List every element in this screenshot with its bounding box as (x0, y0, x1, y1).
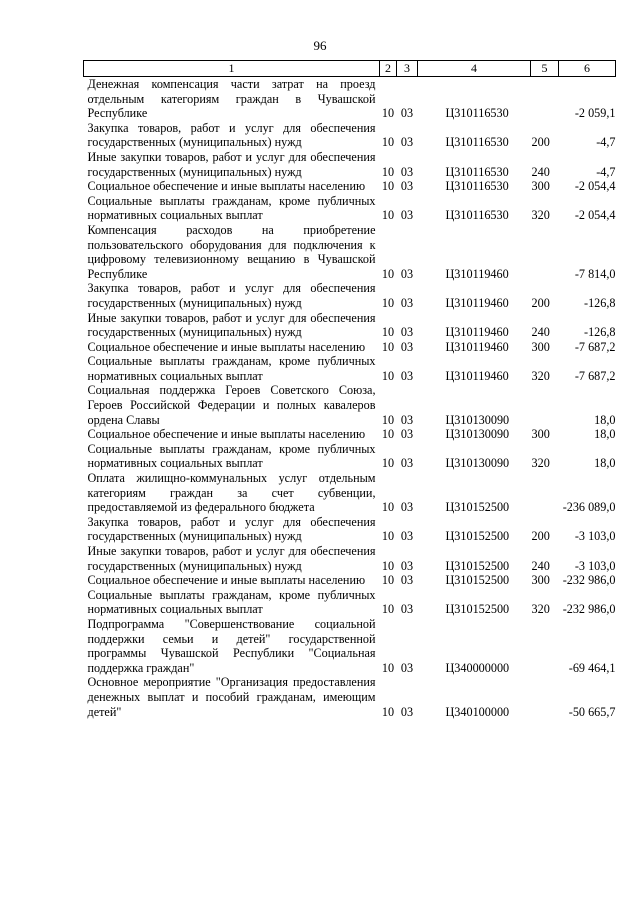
row-podrazdel: 03 (400, 295, 414, 310)
row-podrazdel: 03 (400, 558, 414, 573)
row-target-code: Ц340100000 (445, 704, 510, 719)
row-amount: -232 986,0 (562, 602, 616, 617)
row-expense-type (531, 675, 559, 719)
row-target-code: Ц310152500 (445, 573, 510, 588)
row-target-code: Ц310152500 (445, 500, 510, 515)
row-name: Иные закупки товаров, работ и услуг для обеспечения государственных (муниципальных) нужд (87, 149, 376, 179)
row-name: Социальные выплаты гражданам, кроме публичных нормативных социальных выплат (87, 587, 376, 617)
row-name: Социальные выплаты гражданам, кроме публичных нормативных социальных выплат (87, 441, 376, 471)
row-expense-type: 320 (531, 456, 550, 471)
row-name: Закупка товаров, работ и услуг для обеспечения государственных (муниципальных) нужд (87, 514, 376, 544)
row-expense-type: 200 (531, 529, 550, 544)
row-razdel: 10 (381, 179, 395, 194)
row-razdel: 10 (381, 368, 395, 383)
row-target-code: Ц310152500 (445, 529, 510, 544)
row-name: Закупка товаров, работ и услуг для обеспечения государственных (муниципальных) нужд (87, 281, 376, 310)
row-expense-type: 200 (531, 295, 550, 310)
row-name: Социальное обеспечение и иные выплаты населению (87, 179, 366, 194)
row-podrazdel: 03 (400, 179, 414, 194)
row-razdel: 10 (381, 602, 395, 617)
header-cell-podrazdel: 3 (397, 61, 418, 77)
row-target-code: Ц310152500 (445, 602, 510, 617)
row-amount: -7 687,2 (574, 368, 616, 383)
row-razdel: 10 (381, 106, 395, 121)
row-podrazdel: 03 (400, 368, 414, 383)
row-name: Социальное обеспечение и иные выплаты населению (87, 427, 366, 442)
row-name: Социальная поддержка Героев Советского Союза, Героев Российской Федерации и полных кавалеров ордена Славы (87, 383, 376, 427)
row-name: Компенсация расходов на приобретение пользовательского оборудования для подключения к цифровому телевизионному вещанию в Чувашской Республике (87, 222, 376, 281)
row-name: Оплата жилищно-коммунальных услуг отдельным категориям граждан за счет субвенции, предоставляемой из федерального бюджета (87, 471, 376, 515)
row-target-code: Ц310116530 (445, 179, 509, 194)
row-target-code: Ц310130090 (445, 412, 510, 427)
row-target-code: Ц310119460 (445, 325, 509, 340)
row-expense-type (531, 77, 559, 121)
row-expense-type: 240 (531, 325, 550, 340)
table-row (84, 573, 616, 588)
row-razdel: 10 (381, 704, 395, 719)
row-expense-type: 300 (531, 573, 550, 588)
row-expense-type: 320 (531, 602, 550, 617)
table-row (84, 442, 616, 471)
row-podrazdel: 03 (400, 602, 414, 617)
row-podrazdel: 03 (400, 529, 414, 544)
row-expense-type (531, 471, 559, 515)
row-target-code: Ц310130090 (445, 456, 510, 471)
row-target-code: Ц310119460 (445, 339, 509, 354)
table-row (84, 588, 616, 617)
table-row (84, 340, 616, 355)
row-razdel: 10 (381, 266, 395, 281)
header-cell-razdel: 2 (380, 61, 397, 77)
row-target-code: Ц310119460 (445, 295, 509, 310)
row-razdel: 10 (381, 558, 395, 573)
row-name: Иные закупки товаров, работ и услуг для обеспечения государственных (муниципальных) нужд (87, 310, 376, 340)
row-amount: 18,0 (594, 456, 616, 471)
table-row (84, 194, 616, 223)
header-cell-amount: 6 (559, 61, 616, 77)
row-name: Социальное обеспечение и иные выплаты населению (87, 573, 366, 588)
row-podrazdel: 03 (400, 500, 414, 515)
row-razdel: 10 (381, 135, 395, 150)
row-expense-type: 300 (531, 179, 550, 194)
page-number: 96 (313, 38, 327, 53)
budget-table (83, 60, 616, 719)
row-podrazdel: 03 (400, 266, 414, 281)
row-razdel: 10 (381, 208, 395, 223)
table-row (84, 617, 616, 675)
row-amount: -236 089,0 (562, 500, 616, 515)
row-target-code: Ц310116530 (445, 135, 509, 150)
row-amount: 18,0 (594, 427, 616, 442)
row-podrazdel: 03 (400, 325, 414, 340)
row-razdel: 10 (381, 573, 395, 588)
row-expense-type: 240 (531, 558, 550, 573)
row-amount: -69 464,1 (568, 660, 616, 675)
table-row (84, 675, 616, 719)
row-amount: -126,8 (584, 295, 616, 310)
row-expense-type: 320 (531, 208, 550, 223)
row-name: Закупка товаров, работ и услуг для обеспечения государственных (муниципальных) нужд (87, 120, 376, 150)
row-podrazdel: 03 (400, 339, 414, 354)
row-target-code: Ц340000000 (445, 660, 510, 675)
row-amount: -2 054,4 (574, 208, 616, 223)
row-name: Социальное обеспечение и иные выплаты населению (87, 339, 366, 354)
row-razdel: 10 (381, 500, 395, 515)
table-row (84, 427, 616, 442)
row-expense-type (531, 223, 559, 281)
row-podrazdel: 03 (400, 164, 414, 179)
table-row (84, 150, 616, 179)
row-expense-type (531, 617, 559, 675)
row-expense-type: 320 (531, 368, 550, 383)
row-podrazdel: 03 (400, 456, 414, 471)
table-row (84, 311, 616, 340)
row-razdel: 10 (381, 427, 395, 442)
row-name: Подпрограмма "Совершенствование социальной поддержки семьи и детей" государственной программы Чувашской Республики "Социальная поддержка граждан" (87, 616, 376, 675)
table-row (84, 121, 616, 150)
row-amount: -2 054,4 (574, 179, 616, 194)
row-name: Основное мероприятие "Организация предоставления денежных выплат и пособий гражданам, имеющим детей" (87, 675, 376, 719)
table-row (84, 471, 616, 515)
row-podrazdel: 03 (400, 106, 414, 121)
row-target-code: Ц310130090 (445, 427, 510, 442)
row-target-code: Ц310152500 (445, 558, 510, 573)
table-row (84, 515, 616, 544)
row-expense-type: 300 (531, 427, 550, 442)
row-podrazdel: 03 (400, 412, 414, 427)
row-podrazdel: 03 (400, 427, 414, 442)
row-target-code: Ц310116530 (445, 106, 509, 121)
row-razdel: 10 (381, 660, 395, 675)
row-razdel: 10 (381, 164, 395, 179)
row-expense-type (531, 383, 559, 427)
row-razdel: 10 (381, 412, 395, 427)
row-amount: -126,8 (584, 325, 616, 340)
row-amount: -7 687,2 (574, 339, 616, 354)
table-row (84, 223, 616, 281)
row-name: Иные закупки товаров, работ и услуг для обеспечения государственных (муниципальных) нужд (87, 544, 376, 573)
row-podrazdel: 03 (400, 573, 414, 588)
row-expense-type: 200 (531, 135, 550, 150)
row-expense-type: 240 (531, 164, 550, 179)
row-name: Денежная компенсация части затрат на проезд отдельным категориям граждан в Чувашской Республике (87, 77, 376, 121)
table-row (84, 77, 616, 121)
table-row (84, 281, 616, 310)
row-amount: -4,7 (596, 164, 616, 179)
row-amount: 18,0 (594, 412, 616, 427)
header-cell-target: 4 (418, 61, 531, 77)
row-expense-type: 300 (531, 339, 550, 354)
row-target-code: Ц310116530 (445, 164, 509, 179)
row-razdel: 10 (381, 339, 395, 354)
table-row (84, 544, 616, 573)
table-row (84, 354, 616, 383)
row-amount: -3 103,0 (574, 529, 616, 544)
header-row (84, 61, 616, 77)
header-cell-name: 1 (84, 61, 380, 77)
table-row (84, 383, 616, 427)
row-razdel: 10 (381, 529, 395, 544)
row-name: Социальные выплаты гражданам, кроме публичных нормативных социальных выплат (87, 354, 376, 383)
row-razdel: 10 (381, 325, 395, 340)
row-razdel: 10 (381, 295, 395, 310)
row-target-code: Ц310119460 (445, 368, 509, 383)
row-amount: -4,7 (596, 135, 616, 150)
row-podrazdel: 03 (400, 208, 414, 223)
table-row (84, 179, 616, 194)
row-podrazdel: 03 (400, 704, 414, 719)
row-razdel: 10 (381, 456, 395, 471)
header-cell-vid: 5 (531, 61, 559, 77)
row-target-code: Ц310119460 (445, 266, 509, 281)
row-target-code: Ц310116530 (445, 208, 509, 223)
row-name: Социальные выплаты гражданам, кроме публичных нормативных социальных выплат (87, 193, 376, 223)
row-amount: -232 986,0 (562, 573, 616, 588)
row-amount: -2 059,1 (574, 106, 616, 121)
row-amount: -50 665,7 (568, 704, 616, 719)
row-amount: -3 103,0 (574, 558, 616, 573)
row-podrazdel: 03 (400, 660, 414, 675)
row-podrazdel: 03 (400, 135, 414, 150)
row-amount: -7 814,0 (574, 266, 616, 281)
